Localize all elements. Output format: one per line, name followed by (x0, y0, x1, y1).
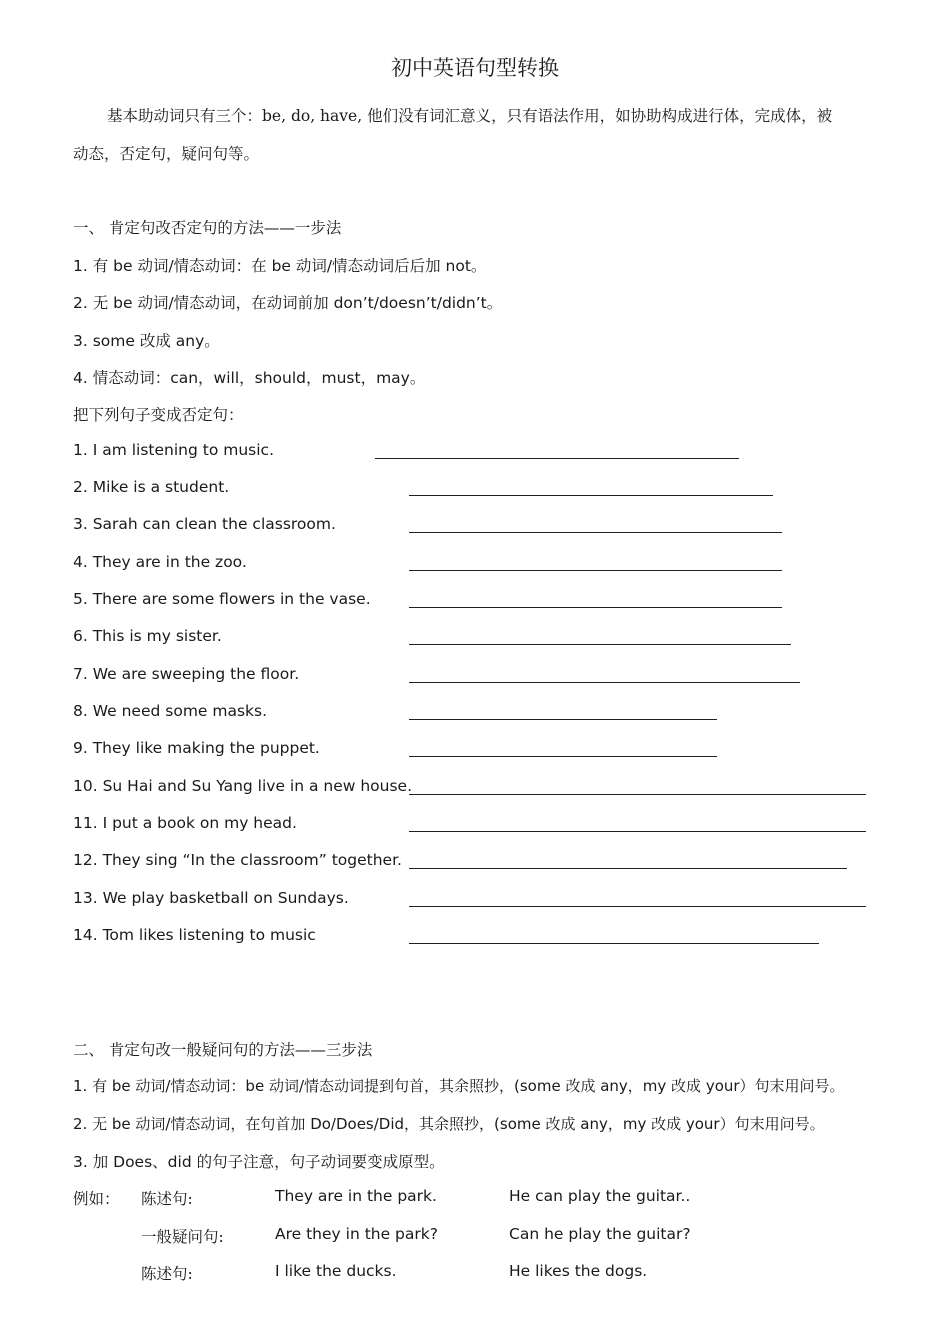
exercise-8: 8. We need some masks. (73, 702, 268, 720)
section1-instruction: 把下列句子变成否定句： (73, 406, 244, 424)
exercise-3: 3. Sarah can clean the classroom. (73, 515, 336, 533)
example-2-b: Can he play the guitar? (509, 1225, 691, 1243)
section2-rule-2: 2. 无 be 动词/情态动词，在句首加 Do/Does/Did，其余照抄，(some 改成 any，my 改成 your）句末用问号。 (73, 1115, 825, 1133)
exercise-9: 9. They like making the puppet. (73, 739, 320, 757)
intro-line-2: 动态，否定句，疑问句等。 (73, 145, 260, 163)
exercise-5: 5. There are some flowers in the vase. (73, 590, 371, 608)
example-1-b: He can play the guitar.. (509, 1187, 691, 1205)
answer-blank-6[interactable] (409, 644, 791, 645)
exercise-12: 12. They sing “In the classroom” together. (73, 851, 402, 869)
answer-blank-13[interactable] (409, 906, 866, 907)
exercise-1: 1. I am listening to music. (73, 441, 275, 459)
exercise-4: 4. They are in the zoo. (73, 553, 247, 571)
section2-heading: 二、 肯定句改一般疑问句的方法——三步法 (73, 1041, 373, 1059)
exercise-6: 6. This is my sister. (73, 627, 222, 645)
answer-blank-4[interactable] (409, 570, 782, 571)
answer-blank-12[interactable] (409, 868, 847, 869)
exercise-2: 2. Mike is a student. (73, 478, 230, 496)
example-label: 例如： (73, 1190, 120, 1208)
section1-rule-4: 4. 情态动词：can，will，should，must，may。 (73, 369, 426, 387)
example-2-a: Are they in the park? (275, 1225, 438, 1243)
section1-heading: 一、 肯定句改否定句的方法——一步法 (73, 219, 342, 237)
answer-blank-5[interactable] (409, 607, 782, 608)
answer-blank-7[interactable] (409, 682, 800, 683)
exercise-10: 10. Su Hai and Su Yang live in a new house. (73, 777, 413, 795)
answer-blank-14[interactable] (409, 943, 819, 944)
example-2-kind: 一般疑问句: (141, 1228, 224, 1246)
example-3-a: I like the ducks. (275, 1262, 397, 1280)
section2-rule-1: 1. 有 be 动词/情态动词：be 动词/情态动词提到句首，其余照抄，(some 改成 any，my 改成 your）句末用问号。 (73, 1077, 845, 1095)
exercise-13: 13. We play basketball on Sundays. (73, 889, 349, 907)
example-3-kind: 陈述句: (141, 1265, 193, 1283)
answer-blank-3[interactable] (409, 532, 782, 533)
exercise-7: 7. We are sweeping the floor. (73, 665, 300, 683)
answer-blank-2[interactable] (409, 495, 773, 496)
section2-rule-3: 3. 加 Does、did 的句子注意，句子动词要变成原型。 (73, 1153, 445, 1171)
example-3-b: He likes the dogs. (509, 1262, 648, 1280)
exercise-11: 11. I put a book on my head. (73, 814, 297, 832)
page-title: 初中英语句型转换 (391, 56, 559, 80)
answer-blank-8[interactable] (409, 719, 717, 720)
answer-blank-9[interactable] (409, 756, 717, 757)
answer-blank-10[interactable] (409, 794, 866, 795)
example-1-a: They are in the park. (275, 1187, 437, 1205)
answer-blank-1[interactable] (375, 458, 739, 459)
example-1-kind: 陈述句: (141, 1190, 193, 1208)
intro-line-1: 基本助动词只有三个：be, do, have, 他们没有词汇意义，只有语法作用，如协助构成进行体，完成体，被 (107, 107, 833, 125)
exercise-14: 14. Tom likes listening to music (73, 926, 316, 944)
answer-blank-11[interactable] (409, 831, 866, 832)
section1-rule-3: 3. some 改成 any。 (73, 332, 220, 350)
section1-rule-1: 1. 有 be 动词/情态动词：在 be 动词/情态动词后后加 not。 (73, 257, 487, 275)
section1-rule-2: 2. 无 be 动词/情态动词，在动词前加 don’t/doesn’t/didn’t。 (73, 294, 503, 312)
